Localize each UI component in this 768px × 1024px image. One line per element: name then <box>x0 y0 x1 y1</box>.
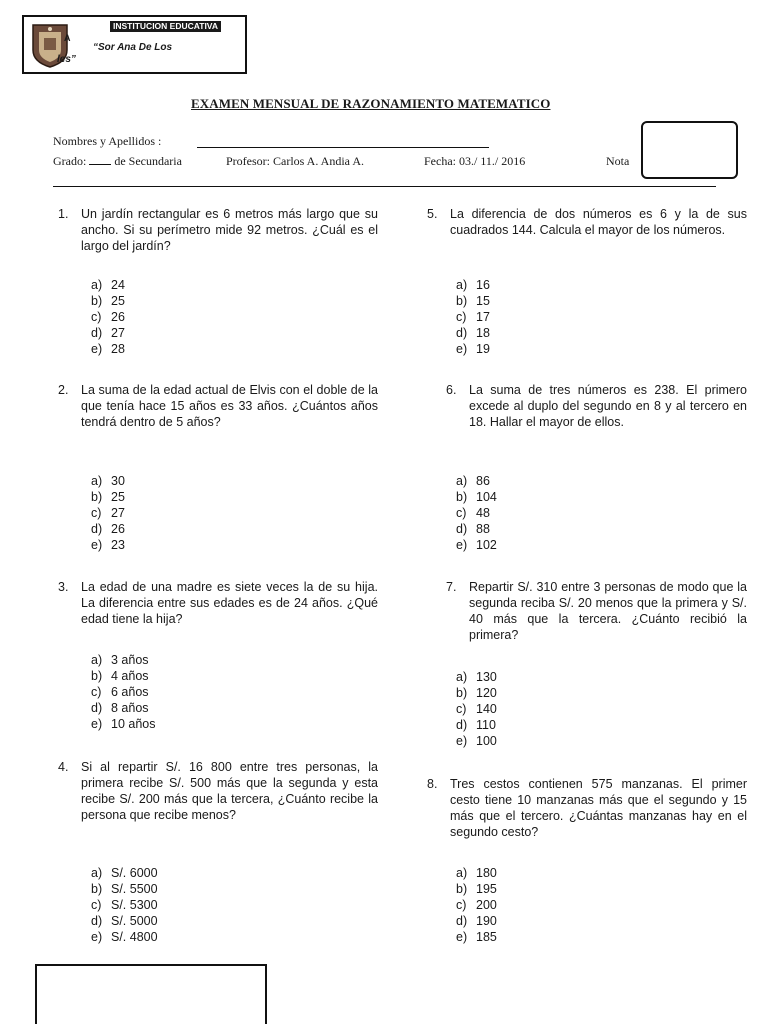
question-7-options <box>456 669 497 749</box>
option-letter: d) <box>456 522 468 536</box>
answer-option[interactable] <box>456 277 490 293</box>
names-field[interactable] <box>197 147 489 148</box>
option-value: S/. 5000 <box>111 914 158 928</box>
option-value: 190 <box>476 914 497 928</box>
grade-label: Grado: <box>53 154 87 168</box>
answer-option[interactable] <box>456 685 497 701</box>
option-value: 104 <box>476 490 497 504</box>
option-value: 102 <box>476 538 497 552</box>
option-letter: c) <box>91 506 102 520</box>
header-divider <box>53 186 716 187</box>
answer-option[interactable] <box>91 865 158 881</box>
option-letter: c) <box>91 685 102 699</box>
question-number: 5. <box>427 207 438 221</box>
option-value: 8 años <box>111 701 149 715</box>
option-value: 16 <box>476 278 490 292</box>
answer-option[interactable] <box>91 716 155 732</box>
option-letter: a) <box>456 474 468 488</box>
option-letter: e) <box>91 342 103 356</box>
date-row <box>424 154 525 169</box>
option-value: 110 <box>476 718 496 732</box>
answer-option[interactable] <box>456 733 497 749</box>
answer-option[interactable] <box>91 309 125 325</box>
exam-title: EXAMEN MENSUAL DE RAZONAMIENTO MATEMATICO <box>191 96 551 111</box>
answer-option[interactable] <box>91 341 125 357</box>
option-value: 120 <box>476 686 497 700</box>
question-2-options <box>91 473 125 553</box>
teacher-row <box>226 154 364 169</box>
answer-option[interactable] <box>91 277 125 293</box>
answer-option[interactable] <box>91 537 125 553</box>
grade-suffix: de Secundaria <box>114 154 182 168</box>
answer-option[interactable] <box>456 717 497 733</box>
answer-option[interactable] <box>456 881 497 897</box>
grade-row <box>53 154 182 169</box>
answer-option[interactable] <box>456 473 497 489</box>
date-value: 03./ 11./ 2016 <box>459 154 526 168</box>
question-text: Repartir S/. 310 entre 3 personas de modo que la segunda reciba S/. 20 menos que la primera y S/. 40 más que la tercera. ¿Cuánto recibió la primera? <box>469 580 747 642</box>
option-letter: a) <box>456 670 468 684</box>
answer-option[interactable] <box>456 293 490 309</box>
answer-option[interactable] <box>456 309 490 325</box>
option-value: 185 <box>476 930 497 944</box>
answer-option[interactable] <box>91 929 158 945</box>
question-number: 6. <box>446 383 457 397</box>
option-letter: c) <box>456 898 467 912</box>
answer-option[interactable] <box>91 913 158 929</box>
question-text: Un jardín rectangular es 6 metros más largo que su ancho. Si su perímetro mide 92 metros. ¿Cuál es el largo del jardín? <box>81 207 378 253</box>
option-value: 6 años <box>111 685 149 699</box>
question-6-options <box>456 473 497 553</box>
option-value: 25 <box>111 490 125 504</box>
answer-option[interactable] <box>456 897 497 913</box>
option-value: 30 <box>111 474 125 488</box>
option-letter: e) <box>91 930 103 944</box>
question-number: 7. <box>446 580 457 594</box>
option-letter: a) <box>456 278 468 292</box>
option-value: 180 <box>476 866 497 880</box>
option-letter: c) <box>456 506 467 520</box>
bottom-box <box>35 964 267 1024</box>
option-letter: c) <box>456 310 467 324</box>
answer-option[interactable] <box>456 521 497 537</box>
answer-option[interactable] <box>456 537 497 553</box>
option-letter: e) <box>91 538 103 552</box>
option-value: 10 años <box>111 717 156 731</box>
option-letter: c) <box>456 702 467 716</box>
answer-option[interactable] <box>456 865 497 881</box>
option-value: 200 <box>476 898 497 912</box>
option-value: 48 <box>476 506 490 520</box>
answer-option[interactable] <box>456 669 497 685</box>
option-letter: a) <box>91 866 103 880</box>
option-letter: d) <box>456 914 468 928</box>
option-value: 24 <box>111 278 125 292</box>
option-letter: d) <box>91 701 103 715</box>
answer-option[interactable] <box>91 293 125 309</box>
grade-note-label: Nota <box>606 154 630 168</box>
option-letter: a) <box>456 866 468 880</box>
question-number: 2. <box>58 383 69 397</box>
option-letter: e) <box>456 734 468 748</box>
institution-fragment-a: A <box>64 33 71 43</box>
option-value: 17 <box>476 310 490 324</box>
option-letter: b) <box>456 882 468 896</box>
option-value: 4 años <box>111 669 149 683</box>
question-number: 3. <box>58 580 69 594</box>
option-value: 27 <box>111 326 125 340</box>
option-letter: e) <box>456 342 468 356</box>
answer-option[interactable] <box>456 505 497 521</box>
option-letter: e) <box>91 717 103 731</box>
date-label: Fecha: <box>424 154 456 168</box>
option-letter: b) <box>91 294 103 308</box>
option-value: 25 <box>111 294 125 308</box>
option-letter: e) <box>456 538 468 552</box>
answer-option[interactable] <box>91 473 125 489</box>
option-letter: b) <box>91 882 103 896</box>
option-value: 28 <box>111 342 125 356</box>
option-value: 195 <box>476 882 497 896</box>
option-letter: d) <box>91 326 103 340</box>
option-value: S/. 5500 <box>111 882 158 896</box>
option-value: 130 <box>476 670 497 684</box>
option-letter: d) <box>91 522 103 536</box>
answer-option[interactable] <box>91 325 125 341</box>
answer-option[interactable] <box>91 897 158 913</box>
answer-option[interactable] <box>456 489 497 505</box>
answer-option[interactable] <box>456 341 490 357</box>
question-text: Tres cestos contienen 575 manzanas. El primer cesto tiene 10 manzanas más que el segundo y 15 más que el tercero. ¿Cuántas manzanas hay en el segundo cesto? <box>450 777 747 839</box>
question-text: Si al repartir S/. 16 800 entre tres personas, la primera recibe S/. 500 más que la segunda y esta recibe S/. 200 más que la tercera, ¿Cuánto recibe la persona que recibe menos? <box>81 760 378 822</box>
grade-note-box[interactable] <box>641 121 738 179</box>
teacher-label: Profesor: <box>226 154 270 168</box>
answer-option[interactable] <box>91 684 155 700</box>
option-value: 19 <box>476 342 490 356</box>
question-number: 4. <box>58 760 69 774</box>
question-8-options <box>456 865 497 945</box>
question-number: 1. <box>58 207 69 221</box>
answer-option[interactable] <box>91 700 155 716</box>
option-value: 15 <box>476 294 490 308</box>
option-letter: a) <box>91 278 103 292</box>
option-value: 100 <box>476 734 497 748</box>
option-letter: d) <box>91 914 103 928</box>
option-value: 18 <box>476 326 490 340</box>
question-number: 8. <box>427 777 438 791</box>
option-value: 27 <box>111 506 125 520</box>
grade-field[interactable] <box>89 155 111 165</box>
option-letter: b) <box>456 294 468 308</box>
question-text: La suma de tres números es 238. El primero excede al duplo del segundo en 8 y al tercero en 18. Hallar el mayor de ellos. <box>469 383 747 429</box>
answer-option[interactable] <box>456 913 497 929</box>
option-value: S/. 4800 <box>111 930 158 944</box>
answer-option[interactable] <box>91 521 125 537</box>
question-text: La suma de la edad actual de Elvis con el doble de la que tenía hace 15 años es 33 años. ¿Cuántos años tendrá dentro de 5 años? <box>81 383 378 429</box>
answer-option[interactable] <box>91 489 125 505</box>
option-value: 3 años <box>111 653 149 667</box>
answer-option[interactable] <box>456 929 497 945</box>
question-1-options <box>91 277 125 357</box>
answer-option[interactable] <box>91 505 125 521</box>
option-letter: b) <box>456 686 468 700</box>
answer-option[interactable] <box>91 652 155 668</box>
answer-option[interactable] <box>456 325 490 341</box>
option-letter: c) <box>91 898 102 912</box>
option-letter: b) <box>456 490 468 504</box>
question-3-options <box>91 652 155 732</box>
question-text: La diferencia de dos números es 6 y la de sus cuadrados 144. Calcula el mayor de los números. <box>450 207 747 237</box>
teacher-name: Carlos A. Andia A. <box>273 154 365 168</box>
option-letter: d) <box>456 326 468 340</box>
institution-label: INSTITUCION EDUCATIVA <box>110 21 221 32</box>
answer-option[interactable] <box>91 881 158 897</box>
names-label: Nombres y Apellidos : <box>53 134 162 148</box>
option-letter: e) <box>456 930 468 944</box>
option-letter: b) <box>91 490 103 504</box>
option-value: S/. 5300 <box>111 898 158 912</box>
option-value: 26 <box>111 310 125 324</box>
option-value: 23 <box>111 538 125 552</box>
question-4-options <box>91 865 158 945</box>
question-text: La edad de una madre es siete veces la de su hija. La diferencia entre sus edades es de 24 años. ¿Qué edad tiene la hija? <box>81 580 378 626</box>
option-value: 86 <box>476 474 490 488</box>
option-value: 88 <box>476 522 490 536</box>
option-value: 26 <box>111 522 125 536</box>
answer-option[interactable] <box>456 701 497 717</box>
option-value: S/. 6000 <box>111 866 158 880</box>
option-letter: a) <box>91 474 103 488</box>
institution-name: “Sor Ana De Los <box>93 42 173 53</box>
option-letter: c) <box>91 310 102 324</box>
institution-fragment-les: les” <box>57 54 76 65</box>
option-letter: d) <box>456 718 468 732</box>
option-value: 140 <box>476 702 497 716</box>
question-5-options <box>456 277 490 357</box>
option-letter: b) <box>91 669 103 683</box>
answer-option[interactable] <box>91 668 155 684</box>
option-letter: a) <box>91 653 103 667</box>
